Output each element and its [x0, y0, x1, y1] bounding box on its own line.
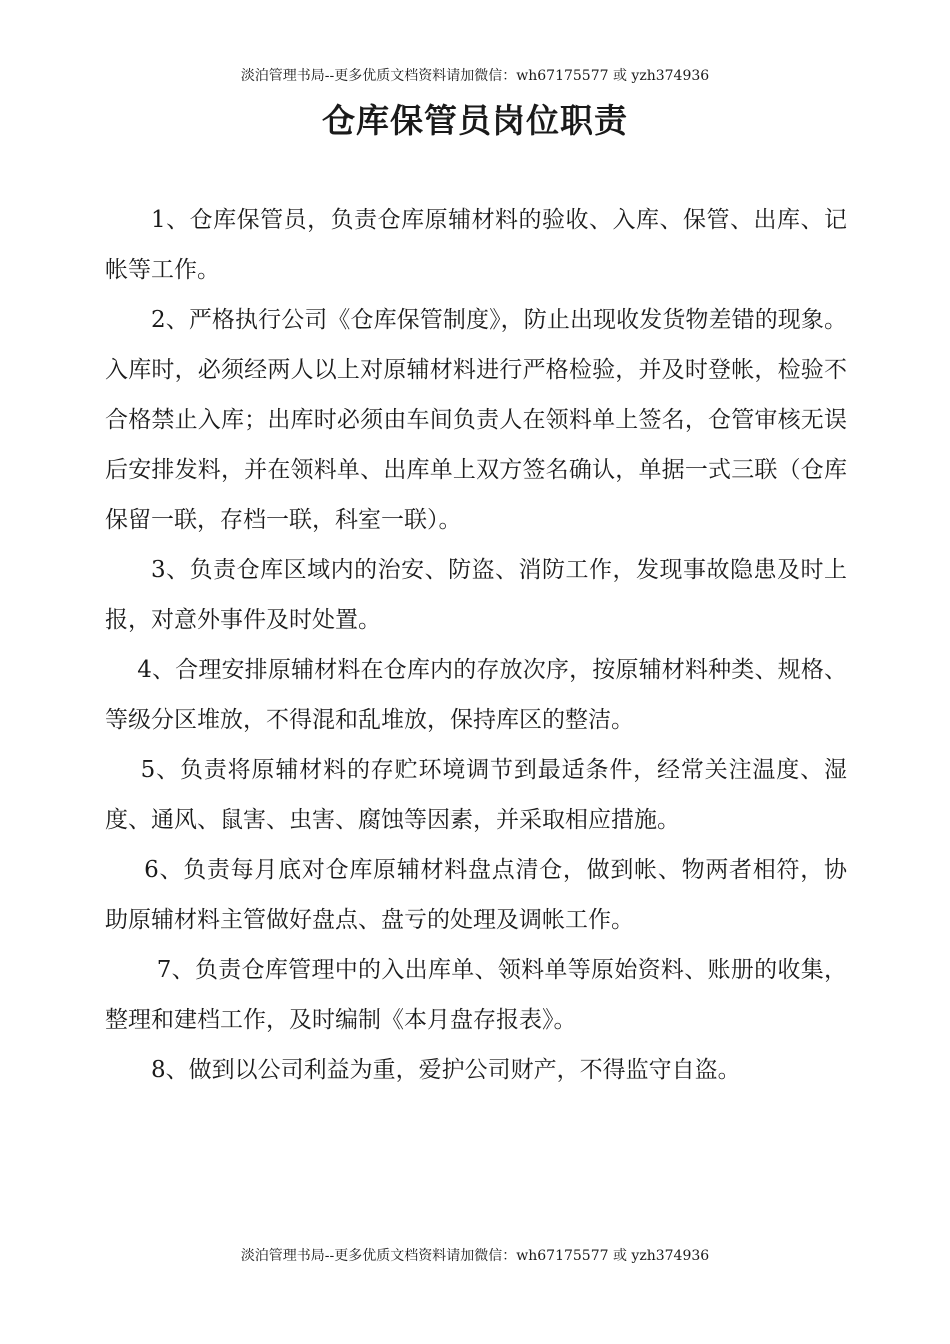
duty-paragraph-1: 1、仓库保管员，负责仓库原辅材料的验收、入库、保管、出库、记帐等工作。	[105, 207, 847, 283]
duty-paragraph-7: 7、负责仓库管理中的入出库单、领料单等原始资料、账册的收集，整理和建档工作，及时编制《本月盘存报表》。	[105, 957, 847, 1033]
document-body	[105, 195, 847, 1095]
duty-paragraph-3: 3、负责仓库区域内的治安、防盗、消防工作，发现事故隐患及时上报，对意外事件及时处置。	[105, 557, 847, 633]
duty-paragraph-2: 2、严格执行公司《仓库保管制度》，防止出现收发货物差错的现象。入库时，必须经两人以上对原辅材料进行严格检验，并及时登帐，检验不合格禁止入库；出库时必须由车间负责人在领料单上签名，仓管审核无误后安排发料，并在领料单、出库单上双方签名确认，单据一式三联（仓库保留一联，存档一联，科室一联）。	[105, 307, 847, 533]
duty-paragraph-8: 8、做到以公司利益为重，爱护公司财产，不得监守自盗。	[151, 1057, 741, 1083]
footer-note: 淡泊管理书局--更多优质文档资料请加微信：wh67175577 或 yzh374936	[240, 1248, 710, 1264]
page-title: 仓库保管员岗位职责	[322, 101, 628, 140]
duty-paragraph-4: 4、合理安排原辅材料在仓库内的存放次序，按原辅材料种类、规格、等级分区堆放，不得混和乱堆放，保持库区的整洁。	[105, 657, 847, 733]
duty-paragraph-5: 5、负责将原辅材料的存贮环境调节到最适条件，经常关注温度、湿度、通风、鼠害、虫害、腐蚀等因素，并采取相应措施。	[105, 757, 847, 833]
duty-paragraph-6: 6、负责每月底对仓库原辅材料盘点清仓，做到帐、物两者相符，协助原辅材料主管做好盘点、盘亏的处理及调帐工作。	[105, 857, 847, 933]
header-note: 淡泊管理书局--更多优质文档资料请加微信：wh67175577 或 yzh374936	[240, 68, 710, 84]
